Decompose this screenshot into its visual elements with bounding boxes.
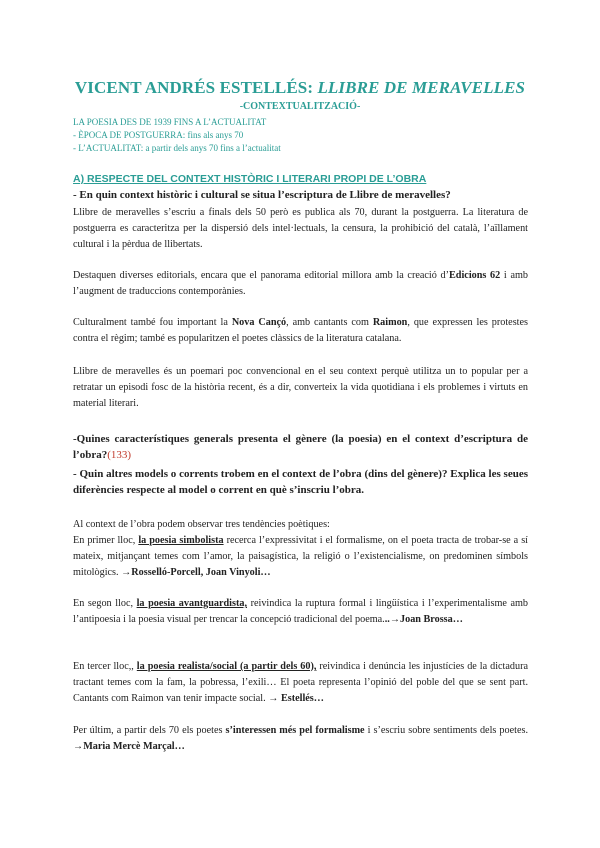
section-heading: A) RESPECTE DEL CONTEXT HISTÒRIC I LITERARI PROPI DE L’OBRA [73, 173, 427, 185]
edicions-62: Edicions 62 [449, 270, 501, 281]
paragraph-7: En segon lloc, la poesia avantguardista, reivindica la ruptura formal i lingüística i l’experimentalisme amb l’antipoesia i la poesia visual per trencar la concepció tradicional del poema...→Joan Brossa… [73, 598, 528, 625]
poesia-realista: la poesia realista/social (a partir dels 60), [136, 661, 317, 672]
raimon: Raimon [372, 317, 408, 328]
paragraph-1: Llibre de meravelles s’escriu a finals dels 50 però es publica als 70, durant la postguerra. La literatura de postguerra es caracteritza per la dispersió dels intel·lectuals, la censura, la prohibició del català, l’aïllament cultural i la pèrdua de llibertats. [73, 207, 528, 250]
paragraph-9: Per últim, a partir dels 70 els poetes s’interessen més pel formalisme i s’escriu sobre sentiments dels poetes. →Maria Mercè Marçal… [73, 725, 528, 752]
poesia-simbolista: la poesia simbolista [138, 535, 224, 546]
realista-authors: → Estellés… [268, 692, 324, 704]
formalisme-authors: →Maria Mercè Marçal… [73, 740, 185, 752]
intro-line: LA POESIA DES DE 1939 FINS A L’ACTUALITAT [73, 117, 267, 127]
poesia-avantguardista: la poesia avantguardista, [136, 598, 248, 609]
paragraph-3: Culturalment també fou important la Nova Cançó, amb cantants com Raimon, que expressen les protestes contra el règim; també es popularitzen el poetes clàssics de la literatura catalana. [73, 317, 528, 344]
intro-line: - L’ACTUALITAT: a partir dels anys 70 fins a l’actualitat [73, 143, 281, 153]
intro-block [73, 116, 281, 155]
title-author: VICENT ANDRÉS ESTELLÉS: [74, 78, 314, 97]
formalisme: s’interessen més pel formalisme [225, 725, 365, 736]
question-3: - Quin altres models o corrents trobem en el context de l’obra (dins del gènere)? Explica les seues diferències respecte al model o corrent en què s’inscriu l’obra. [73, 468, 528, 496]
intro-line: - ÈPOCA DE POSTGUERRA: fins als anys 70 [73, 130, 244, 140]
title-work: LLIBRE DE MERAVELLES [317, 78, 526, 97]
nova-canco: Nova Cançó [231, 317, 287, 328]
question-2: -Quines característiques generals presenta el gènere (la poesia) en el context d’escriptura de l’obra?(133) [73, 433, 528, 461]
simbolista-authors: →Rosselló-Porcell, Joan Vinyoli… [121, 566, 271, 578]
paragraph-6: En primer lloc, la poesia simbolista recerca l’expressivitat i el formalisme, on el poeta tracta de trobar-se a sí mateix, mitjançant temes com l’amor, la paisagística, la religió o l’existencialisme, on predominen símbols mitològics. →Rosselló-Porcell, Joan Vinyoli… [73, 535, 529, 578]
question-1: - En quin context històric i cultural se situa l’escriptura de Llibre de meravelles? [73, 189, 451, 201]
document-title [0, 78, 600, 98]
page-reference: (133) [107, 449, 132, 461]
paragraph-4: Llibre de meravelles és un poemari poc convencional en el seu context perquè utilitza un to popular per a retratar un episodi fosc de la història recent, és a dir, converteix la vida quotidiana i els problemes i virtuts en material literari. [73, 366, 528, 409]
paragraph-8: En tercer lloc,, la poesia realista/social (a partir dels 60), reivindica i denúncia les injustícies de la dictadura tractant temes com la fam, la pobressa, l’exili… El poeta representa l’opinió del poble del que se sent part. Cantants com Raimon van tenir impacte social. → Estellés… [73, 661, 529, 704]
document-subtitle: -CONTEXTUALITZACIÓ- [239, 101, 361, 112]
avantguardista-authors: ..→Joan Brossa… [384, 613, 463, 625]
paragraph-2: Destaquen diverses editorials, encara que el panorama editorial millora amb la creació d’Edicions 62 i amb l’augment de traduccions contemporànies. [73, 270, 528, 297]
paragraph-5: Al context de l’obra podem observar tres tendències poètiques: [73, 519, 330, 530]
